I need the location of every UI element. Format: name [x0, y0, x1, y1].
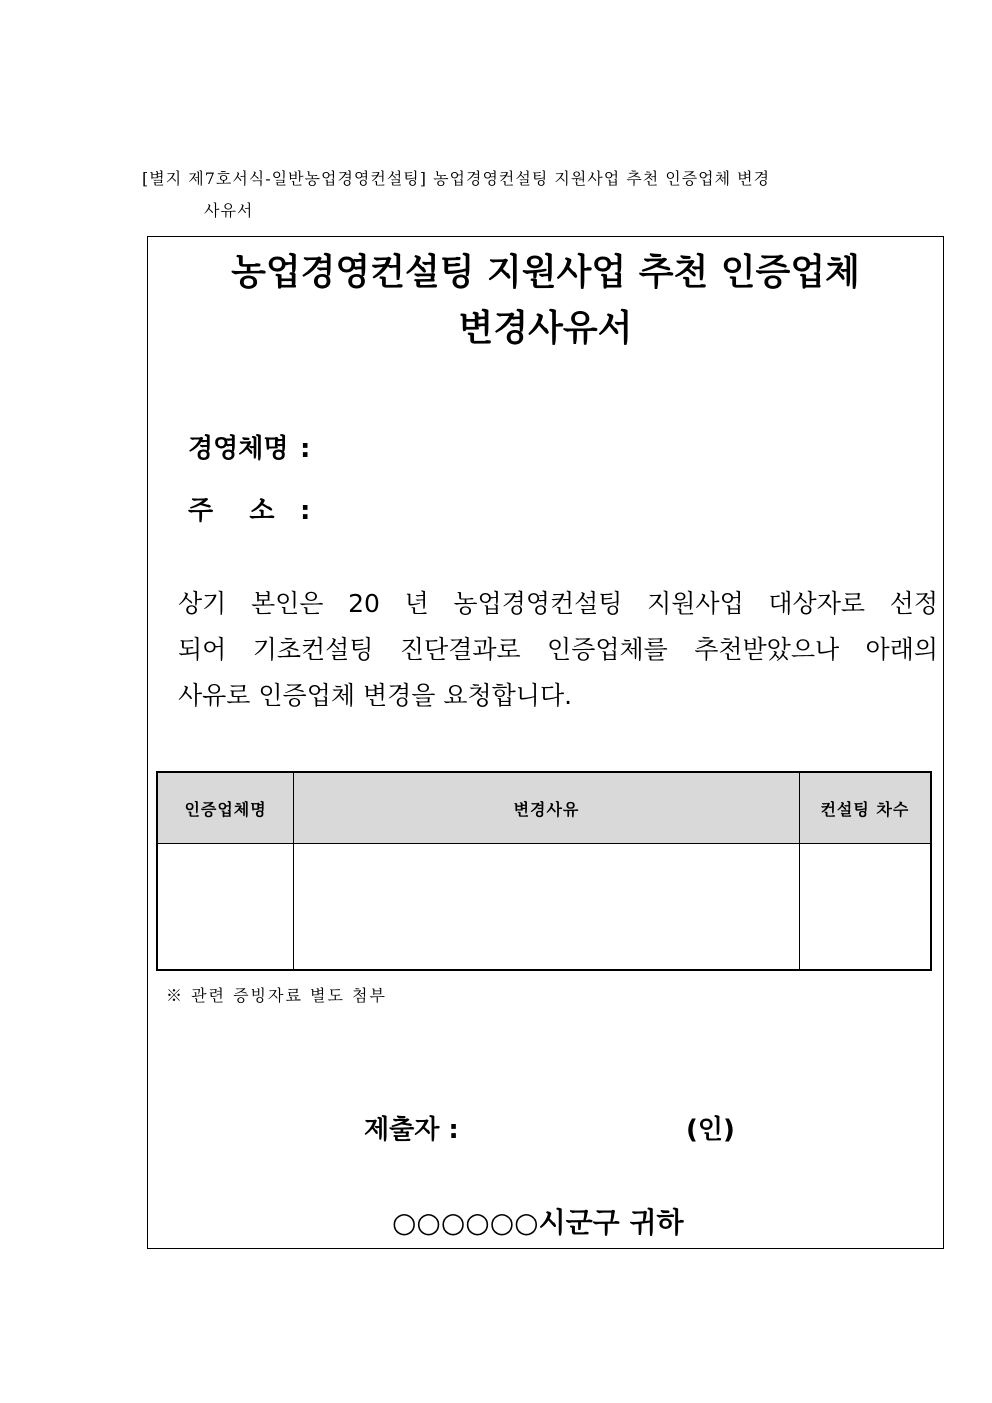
- header-company-name: 인증업체명: [157, 772, 294, 844]
- form-caption: [142, 163, 862, 227]
- address-colon: :: [300, 496, 311, 526]
- business-name-field: [188, 433, 310, 465]
- addressee: ○○○○○○시군구 귀하: [392, 1206, 684, 1239]
- statement-paragraph: [178, 581, 938, 719]
- title-line-2: 변경사유서: [458, 308, 633, 349]
- seal-mark: (인): [686, 1115, 735, 1145]
- caption-line-1: [별지 제7호서식-일반농업경영컨설팅] 농업경영컨설팅 지원사업 추천 인증업체 변경: [142, 169, 771, 188]
- business-name-colon: :: [300, 434, 311, 464]
- statement-line-3: 사유로 인증업체 변경을 요청합니다.: [178, 681, 573, 710]
- statement-line-1: 상기 본인은 20 년 농업경영컨설팅 지원사업 대상자로 선정: [178, 589, 938, 618]
- submitter-label: 제출자 :: [364, 1115, 459, 1145]
- header-consulting-round: 컨설팅 차수: [799, 772, 931, 844]
- statement-line-2: 되어 기초컨설팅 진단결과로 인증업체를 추천받았으나 아래의: [178, 635, 938, 664]
- table-header-row: [157, 772, 931, 844]
- cell-company-name[interactable]: [157, 844, 294, 971]
- attachment-note: ※ 관련 증빙자료 별도 첨부: [166, 986, 387, 1005]
- cell-consulting-round[interactable]: [799, 844, 931, 971]
- table-row: [157, 844, 931, 971]
- change-reason-table: [156, 771, 932, 971]
- address-field: [188, 495, 310, 527]
- header-change-reason: 변경사유: [294, 772, 800, 844]
- address-label: 주 소: [188, 496, 275, 526]
- business-name-label: 경영체명: [188, 434, 289, 464]
- cell-change-reason[interactable]: [294, 844, 800, 971]
- caption-line-2: 사유서: [204, 201, 254, 220]
- form-frame: [147, 236, 944, 1249]
- form-title: [148, 245, 943, 357]
- title-line-1: 농업경영컨설팅 지원사업 추천 인증업체: [231, 252, 860, 293]
